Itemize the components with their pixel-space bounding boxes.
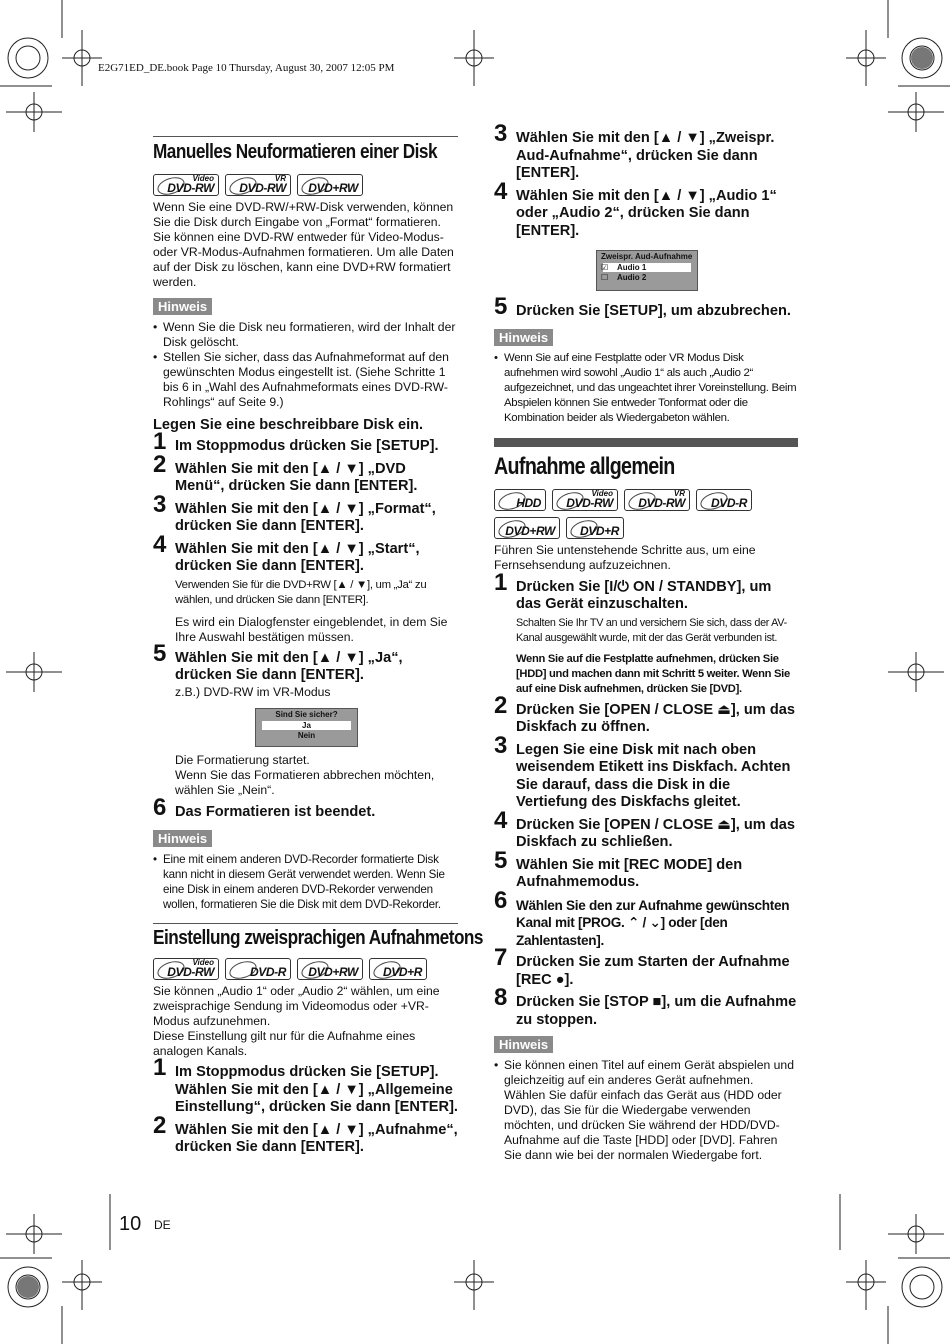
step-4-dialog-note: Es wird ein Dialogfenster eingeblendet, in dem Sie Ihre Auswahl bestätigen müssen. [175, 614, 448, 644]
step-2: 2 Drücken Sie [OPEN / CLOSE ⏏], um das Diskfach zu öffnen. [494, 691, 795, 735]
section-bar [494, 438, 798, 447]
lead-instruction: Legen Sie eine beschreibbare Disk ein. [153, 417, 424, 433]
step-3: 3 Wählen Sie mit den [▲ / ▼] „Zweispr. Aud-Aufnahme“, drücken Sie dann [ENTER]. [494, 120, 775, 181]
step-1-detail: Schalten Sie Ihr TV an und versichern Sie sich, dass der AV-Kanal ausgewählt wurde, mit der das Gerät verbunden ist. [516, 616, 787, 644]
disc-badge-video-dvdrw: Video DVD-RW [552, 489, 618, 511]
right-column [494, 120, 798, 1163]
intro-paragraph: Wenn Sie eine DVD-RW/+RW-Disk verwenden, können Sie die Disk durch Eingabe von „Format“ formatieren. Sie können eine DVD-RW entweder für Video-Modus- oder VR-Modus-Aufnahmen formatieren. Um alle Daten auf der Disk zu löschen, kann eine DVD+RW formatiert werden. [153, 200, 454, 289]
note-item: • Stellen Sie sicher, dass das Aufnahmeformat auf den gewünschten Modus eingestellt ist. (Siehe Schritte 1 bis 6 in „Wahl des Aufnahmeformats eines DVD-RW-Rohlings“ auf Seite 9.) [153, 350, 458, 410]
disc-badge-vr-dvdrw: VR DVD-RW [225, 174, 291, 196]
disc-badge-dvdplusrw: DVD+RW [494, 517, 560, 539]
step-8: 8 Drücken Sie [STOP ■], um die Aufnahme zu stoppen. [494, 984, 797, 1028]
step-1-hdd-note: Wenn Sie auf die Festplatte aufnehmen, drücken Sie [HDD] und machen dann mit Schritt 5 weiter. Wenn Sie auf eine Disk aufnehmen, drücken Sie [DVD]. [516, 652, 790, 695]
disc-badge-vr-dvdrw: VR DVD-RW [624, 489, 690, 511]
note-list [494, 1058, 798, 1163]
section-title-bilingual: Einstellung zweisprachigen Aufnahmetons [153, 927, 483, 949]
note-label: Hinweis [153, 830, 212, 847]
note-label: Hinweis [494, 329, 553, 346]
note-label: Hinweis [494, 1036, 553, 1053]
intro-paragraph: Diese Einstellung gilt nur für die Aufnahme eines analogen Kanals. [153, 1029, 416, 1058]
disc-badges [494, 517, 798, 539]
step-2: 2 Wählen Sie mit den [▲ / ▼] „DVD Menü“, drücken Sie dann [ENTER]. [153, 450, 418, 494]
step-5: 5 Wählen Sie mit den [▲ / ▼] „Ja“, drücken Sie dann [ENTER]. z.B.) DVD-RW im VR-Modus [153, 650, 458, 700]
section-rule [153, 136, 458, 137]
step-7: 7 Drücken Sie zum Starten der Aufnahme [REC ●]. [494, 944, 790, 988]
confirm-dialog [255, 708, 358, 747]
note-item: • Wenn Sie die Disk neu formatieren, wird der Inhalt der Disk gelöscht. [153, 320, 458, 350]
disc-badge-dvdr: DVD-R [225, 958, 291, 980]
step-1: 1 Im Stoppmodus drücken Sie [SETUP]. Wählen Sie mit den [▲ / ▼] „Allgemeine Einstellung“, drücken Sie dann [ENTER]. [153, 1054, 458, 1115]
disc-badges [153, 958, 458, 980]
dialog-option-yes: Ja [262, 721, 351, 730]
page-number: 10 [119, 1213, 142, 1235]
disc-badge-dvdplusrw: DVD+RW [297, 958, 363, 980]
note-item: • Sie können einen Titel auf einem Gerät abspielen und gleichzeitig auf ein anderes Gerät aufnehmen. Wählen Sie dafür einfach das Gerät aus (HDD oder DVD), das Sie für die Wiedergabe verwenden möchten, und drücken Sie während der HDD/DVD-Aufnahme auf die Taste [HDD] oder [DVD]. Fahren Sie dann wie bei der normalen Wiedergabe fort. [494, 1058, 798, 1163]
dialog-option-audio1: ☑ Audio 1 [603, 263, 691, 272]
disc-badge-dvdplusrw: DVD+RW [297, 174, 363, 196]
file-header: E2G71ED_DE.book Page 10 Thursday, August 30, 2007 12:05 PM [98, 62, 395, 74]
step-4: 4 Drücken Sie [OPEN / CLOSE ⏏], um das Diskfach zu schließen. [494, 806, 795, 850]
step-5-example: z.B.) DVD-RW im VR-Modus [175, 684, 331, 699]
audio-dialog [596, 250, 698, 291]
step-1: 1 Im Stoppmodus drücken Sie [SETUP]. [153, 428, 439, 455]
step-5: 5 Drücken Sie [SETUP], um abzubrechen. [494, 293, 791, 320]
section-rule [153, 923, 458, 924]
section-title-recording: Aufnahme allgemein [494, 452, 675, 480]
checkbox-checked-icon: ☑ [601, 263, 609, 272]
left-column [153, 136, 483, 1157]
note-list [153, 320, 458, 410]
intro-paragraph: Führen Sie untenstehende Schritte aus, um eine Fernsehsendung aufzuzeichnen. [494, 542, 756, 572]
disc-badge-hdd: HDD [494, 489, 546, 511]
language-code: DE [154, 1218, 171, 1232]
format-cancel-note: Wenn Sie das Formatieren abbrechen möchten, wählen Sie „Nein“. [175, 767, 435, 797]
step-2: 2 Wählen Sie mit den [▲ / ▼] „Aufnahme“, drücken Sie dann [ENTER]. [153, 1111, 458, 1155]
dialog-option-audio2: ☐ Audio 2 [601, 273, 647, 282]
dialog-title: Zweispr. Aud-Aufnahme [601, 252, 693, 261]
disc-badge-dvdplusr: DVD+R [369, 958, 427, 980]
step-6: 6 Wählen Sie den zur Aufnahme gewünschten Kanal mit [PROG. ⌃ / ⌄] oder [den Zahlentasten]. [494, 886, 790, 948]
step-4: 4 Wählen Sie mit den [▲ / ▼] „Start“, drücken Sie dann [ENTER]. Verwenden Sie für die DVD+RW [▲ / ▼], um „Ja“ zu wählen, und drücken Sie dann [ENTER]. Es wird ein Dialogfenster eingeblendet, in dem Sie Ihre Auswahl bestätigen müssen. [153, 541, 458, 645]
dialog-title: Sind Sie sicher? [275, 709, 338, 719]
step-5: 5 Wählen Sie mit [REC MODE] den Aufnahmemodus. [494, 846, 743, 890]
dialog-option-no: Nein [297, 730, 316, 740]
note-item: • Wenn Sie auf eine Festplatte oder VR Modus Disk aufnehmen wird sowohl „Audio 1“ als auch „Audio 2“ aufgezeichnet, und das ungeachtet ihrer Voreinstellung. Beim Abspielen können Sie entweder Tonformat oder die Kombination beider als Wiedergabeton wählen. [494, 351, 798, 426]
disc-badge-video-dvdrw: Video DVD-RW [153, 958, 219, 980]
disc-badge-dvdr: DVD-R [696, 489, 752, 511]
step-1: 1 Drücken Sie [I/⏻ ON / STANDBY], um das Gerät einzuschalten. Schalten Sie Ihr TV an und versichern Sie sich, dass der AV-Kanal ausgewählt wurde, mit der das Gerät verbunden ist. Wenn Sie auf die Festplatte aufnehmen, drücken Sie [HDD] und machen dann mit Schritt 5 weiter. Wenn Sie auf eine Disk aufnehmen, drücken Sie [DVD]. [494, 579, 798, 697]
note-list [153, 852, 458, 912]
disc-badge-video-dvdrw: Video DVD-RW [153, 174, 219, 196]
disc-badges [494, 489, 798, 511]
step-3: 3 Wählen Sie mit den [▲ / ▼] „Format“, drücken Sie dann [ENTER]. [153, 490, 436, 534]
step-4: 4 Wählen Sie mit den [▲ / ▼] „Audio 1“ oder „Audio 2“, drücken Sie dann [ENTER]. [494, 177, 777, 239]
disc-badges [153, 174, 458, 196]
format-starts: Die Formatierung startet. [175, 752, 310, 767]
step-4-detail: Verwenden Sie für die DVD+RW [▲ / ▼], um „Ja“ zu wählen, und drücken Sie dann [ENTER]. [175, 578, 427, 606]
step-3: 3 Legen Sie eine Disk mit nach oben weisendem Etikett ins Diskfach. Achten Sie darauf, dass die Disk in die Vertiefung des Diskfachs gleitet. [494, 731, 791, 810]
step-6: 6 Das Formatieren ist beendet. [153, 793, 376, 821]
disc-badge-dvdplusr: DVD+R [566, 517, 624, 539]
note-list [494, 351, 798, 426]
checkbox-empty-icon: ☐ [601, 273, 609, 282]
note-label: Hinweis [153, 298, 212, 315]
intro-paragraph: Sie können „Audio 1“ oder „Audio 2“ wählen, um eine zweisprachige Sendung im Videomodus oder +VR-Modus aufzunehmen. [153, 984, 440, 1028]
section-title-reformat: Manuelles Neuformatieren einer Disk [153, 141, 438, 163]
note-item: • Eine mit einem anderen DVD-Recorder formatierte Disk kann nicht in diesem Gerät verwendet werden. Wenn Sie eine Disk in einem anderen DVD-Rekorder verwenden wollen, formatieren Sie die Disk mit dem DVD-Rekorder. [153, 852, 458, 912]
